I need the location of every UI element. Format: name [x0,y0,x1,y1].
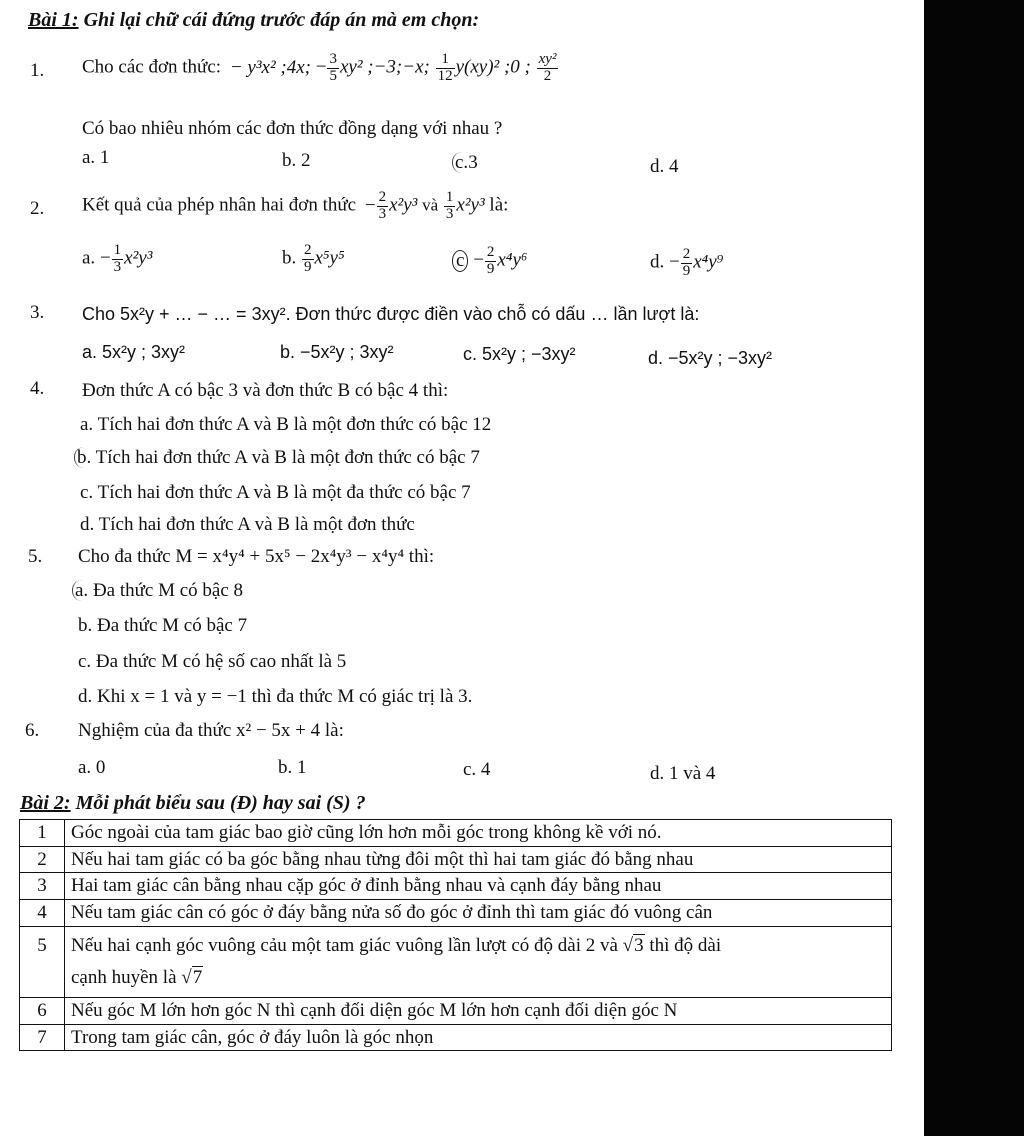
table-row [20,926,892,998]
table-row [20,899,892,926]
q5-option-d[interactable]: d. Khi x = 1 và y = −1 thì đa thức M có giác trị là 3. [78,686,473,707]
q3-option-c[interactable]: c. 5x²y ; −3xy² [463,344,576,364]
row-number: 6 [20,998,65,1025]
q1-frac2: $\frac{1}{12}$ [437,51,453,84]
table-row [20,846,892,873]
row-number: 5 [20,926,65,998]
q1-text: Cho các đơn thức: [82,56,222,78]
bai2-lead: Bài 2: [20,792,71,814]
q1-m3: y(xy)² ;0 ; [455,56,531,78]
q2-option-b[interactable]: b. $\frac{2}{9}$ x⁵y⁵ [282,242,345,275]
q6-number: 6. [25,720,40,741]
bai1-title [28,8,479,32]
bai2-title-text: Mỗi phát biểu sau (Đ) hay sai (S) ? [70,792,366,814]
q1-m2: xy² ;−3;−x; [339,56,430,78]
bai2-title [20,791,366,815]
row-number: 2 [20,846,65,873]
q2-statement: Kết quả của phép nhân hai đơn thức − $\frac{2}{3}$ x²y³ và $\frac{1}{3}$ x²y³ là: [82,189,509,222]
q1-option-b[interactable]: b. 2 [282,150,311,171]
q4-option-d[interactable]: d. Tích hai đơn thức A và B là một đơn thức [80,514,415,535]
q3-option-b[interactable]: b. −5x²y ; 3xy² [280,342,394,362]
row-statement: Nếu tam giác cân có góc ở đáy bằng nửa số đo góc ở đỉnh thì tam giác đó vuông cân [65,899,892,926]
row-statement: Nếu hai cạnh góc vuông cảu một tam giác vuông lần lượt có độ dài 2 và √3 thì độ dài cạnh huyền là √7 [65,926,892,998]
q1-option-a[interactable]: a. 1 [82,147,110,168]
q6-option-a[interactable]: a. 0 [78,757,106,778]
q1-statement: Cho các đơn thức: − y³x² ;4x; − $\frac{3}{5}$ xy² ;−3;−x; $\frac{1}{12}$ y(xy)² ;0 ; $\frac{\text{xy²}}{2}$ [82,51,557,84]
table-row [20,998,892,1025]
q2-text: Kết quả của phép nhân hai đơn thức [82,194,357,216]
row-number: 7 [20,1024,65,1051]
q1-frac3: $\frac{\text{xy²}}{2}$ [538,51,557,84]
row-statement: Trong tam giác cân, góc ở đáy luôn là góc nhọn [65,1024,892,1051]
row-statement: Nếu hai tam giác có ba góc bằng nhau từng đôi một thì hai tam giác đó bằng nhau [65,846,892,873]
q5-statement: Cho đa thức M = x⁴y⁴ + 5x⁵ − 2x⁴y³ − x⁴y⁴ thì: [78,546,435,567]
q2-option-d[interactable]: d. − $\frac{2}{9}$ x⁴y⁹ [650,246,724,279]
q2-option-c-circled-letter: c [452,250,468,272]
q3-statement: Cho 5x²y + … − … = 3xy². Đơn thức được điền vào chỗ có dấu … lần lượt là: [82,304,700,324]
q1-number: 1. [30,60,45,81]
q2-number: 2. [30,198,45,219]
q2-option-a[interactable]: a. − $\frac{1}{3}$ x²y³ [82,242,153,275]
row-statement: Góc ngoài của tam giác bao giờ cũng lớn hơn mỗi góc trong không kề với nó. [65,820,892,847]
q5-option-a[interactable]: a. Đa thức M có bậc 8 [72,580,243,603]
row-statement: Hai tam giác cân bằng nhau cặp góc ở đỉnh bằng nhau và cạnh đáy bằng nhau [65,873,892,900]
q2-term1-var: x²y³ [389,194,418,216]
q5-option-a-mark: a. [72,580,88,601]
true-false-table [19,819,892,1051]
q6-statement: Nghiệm của đa thức x² − 5x + 4 là: [78,720,344,741]
q1-question: Có bao nhiêu nhóm các đơn thức đồng dạng với nhau ? [82,118,503,139]
q2-term1-frac: $\frac{2}{3}$ [378,189,387,222]
q1-option-d[interactable]: d. 4 [650,156,679,177]
table-row [20,1024,892,1051]
bai1-title-text: Ghi lại chữ cái đứng trước đáp án mà em chọn: [78,9,480,31]
q5-option-c[interactable]: c. Đa thức M có hệ số cao nhất là 5 [78,651,347,672]
q1-option-c-circled-letter: c. [452,152,468,173]
q2-term2-frac: $\frac{1}{3}$ [445,189,454,222]
row-statement: Nếu góc M lớn hơn góc N thì cạnh đối diện góc M lớn hơn cạnh đối diện góc N [65,998,892,1025]
q4-option-c[interactable]: c. Tích hai đơn thức A và B là một đa thức có bậc 7 [80,482,471,503]
q4-statement: Đơn thức A có bậc 3 và đơn thức B có bậc 4 thì: [82,380,449,401]
q4-option-b-circled-letter: b. [74,447,91,468]
q1-m1: − y³x² ;4x; [229,56,311,78]
q1-option-c[interactable] [452,152,478,174]
row-number: 3 [20,873,65,900]
table-row [20,873,892,900]
q3-number: 3. [30,302,45,323]
q6-option-d[interactable]: d. 1 và 4 [650,763,716,784]
q2-term2-var: x²y³ [456,194,485,216]
q6-option-c[interactable]: c. 4 [463,759,491,780]
q4-number: 4. [30,378,45,399]
q3-option-d[interactable]: d. −5x²y ; −3xy² [648,348,773,368]
q1-option-c-value: 3 [468,152,478,173]
q4-option-b[interactable]: b. Tích hai đơn thức A và B là một đơn thức có bậc 7 [74,447,480,470]
row-number: 1 [20,820,65,847]
q2-and: và [422,195,439,215]
bai1-lead: Bài 1: [28,9,79,31]
q1-frac1: $\frac{3}{5}$ [329,51,337,84]
row-number: 4 [20,899,65,926]
sqrt-7: √7 [181,966,203,988]
sqrt-3: √3 [622,934,644,956]
q4-option-a[interactable]: a. Tích hai đơn thức A và B là một đơn thức có bậc 12 [80,414,492,435]
q3-option-a[interactable]: a. 5x²y ; 3xy² [82,342,186,362]
q2-option-c[interactable]: c − $\frac{2}{9}$ x⁴y⁶ [452,245,527,278]
table-row [20,820,892,847]
q5-number: 5. [28,546,43,567]
q6-option-b[interactable]: b. 1 [278,757,307,778]
q2-end: là: [489,194,509,216]
right-black-margin [924,0,1024,1136]
q5-option-b[interactable]: b. Đa thức M có bậc 7 [78,615,248,636]
